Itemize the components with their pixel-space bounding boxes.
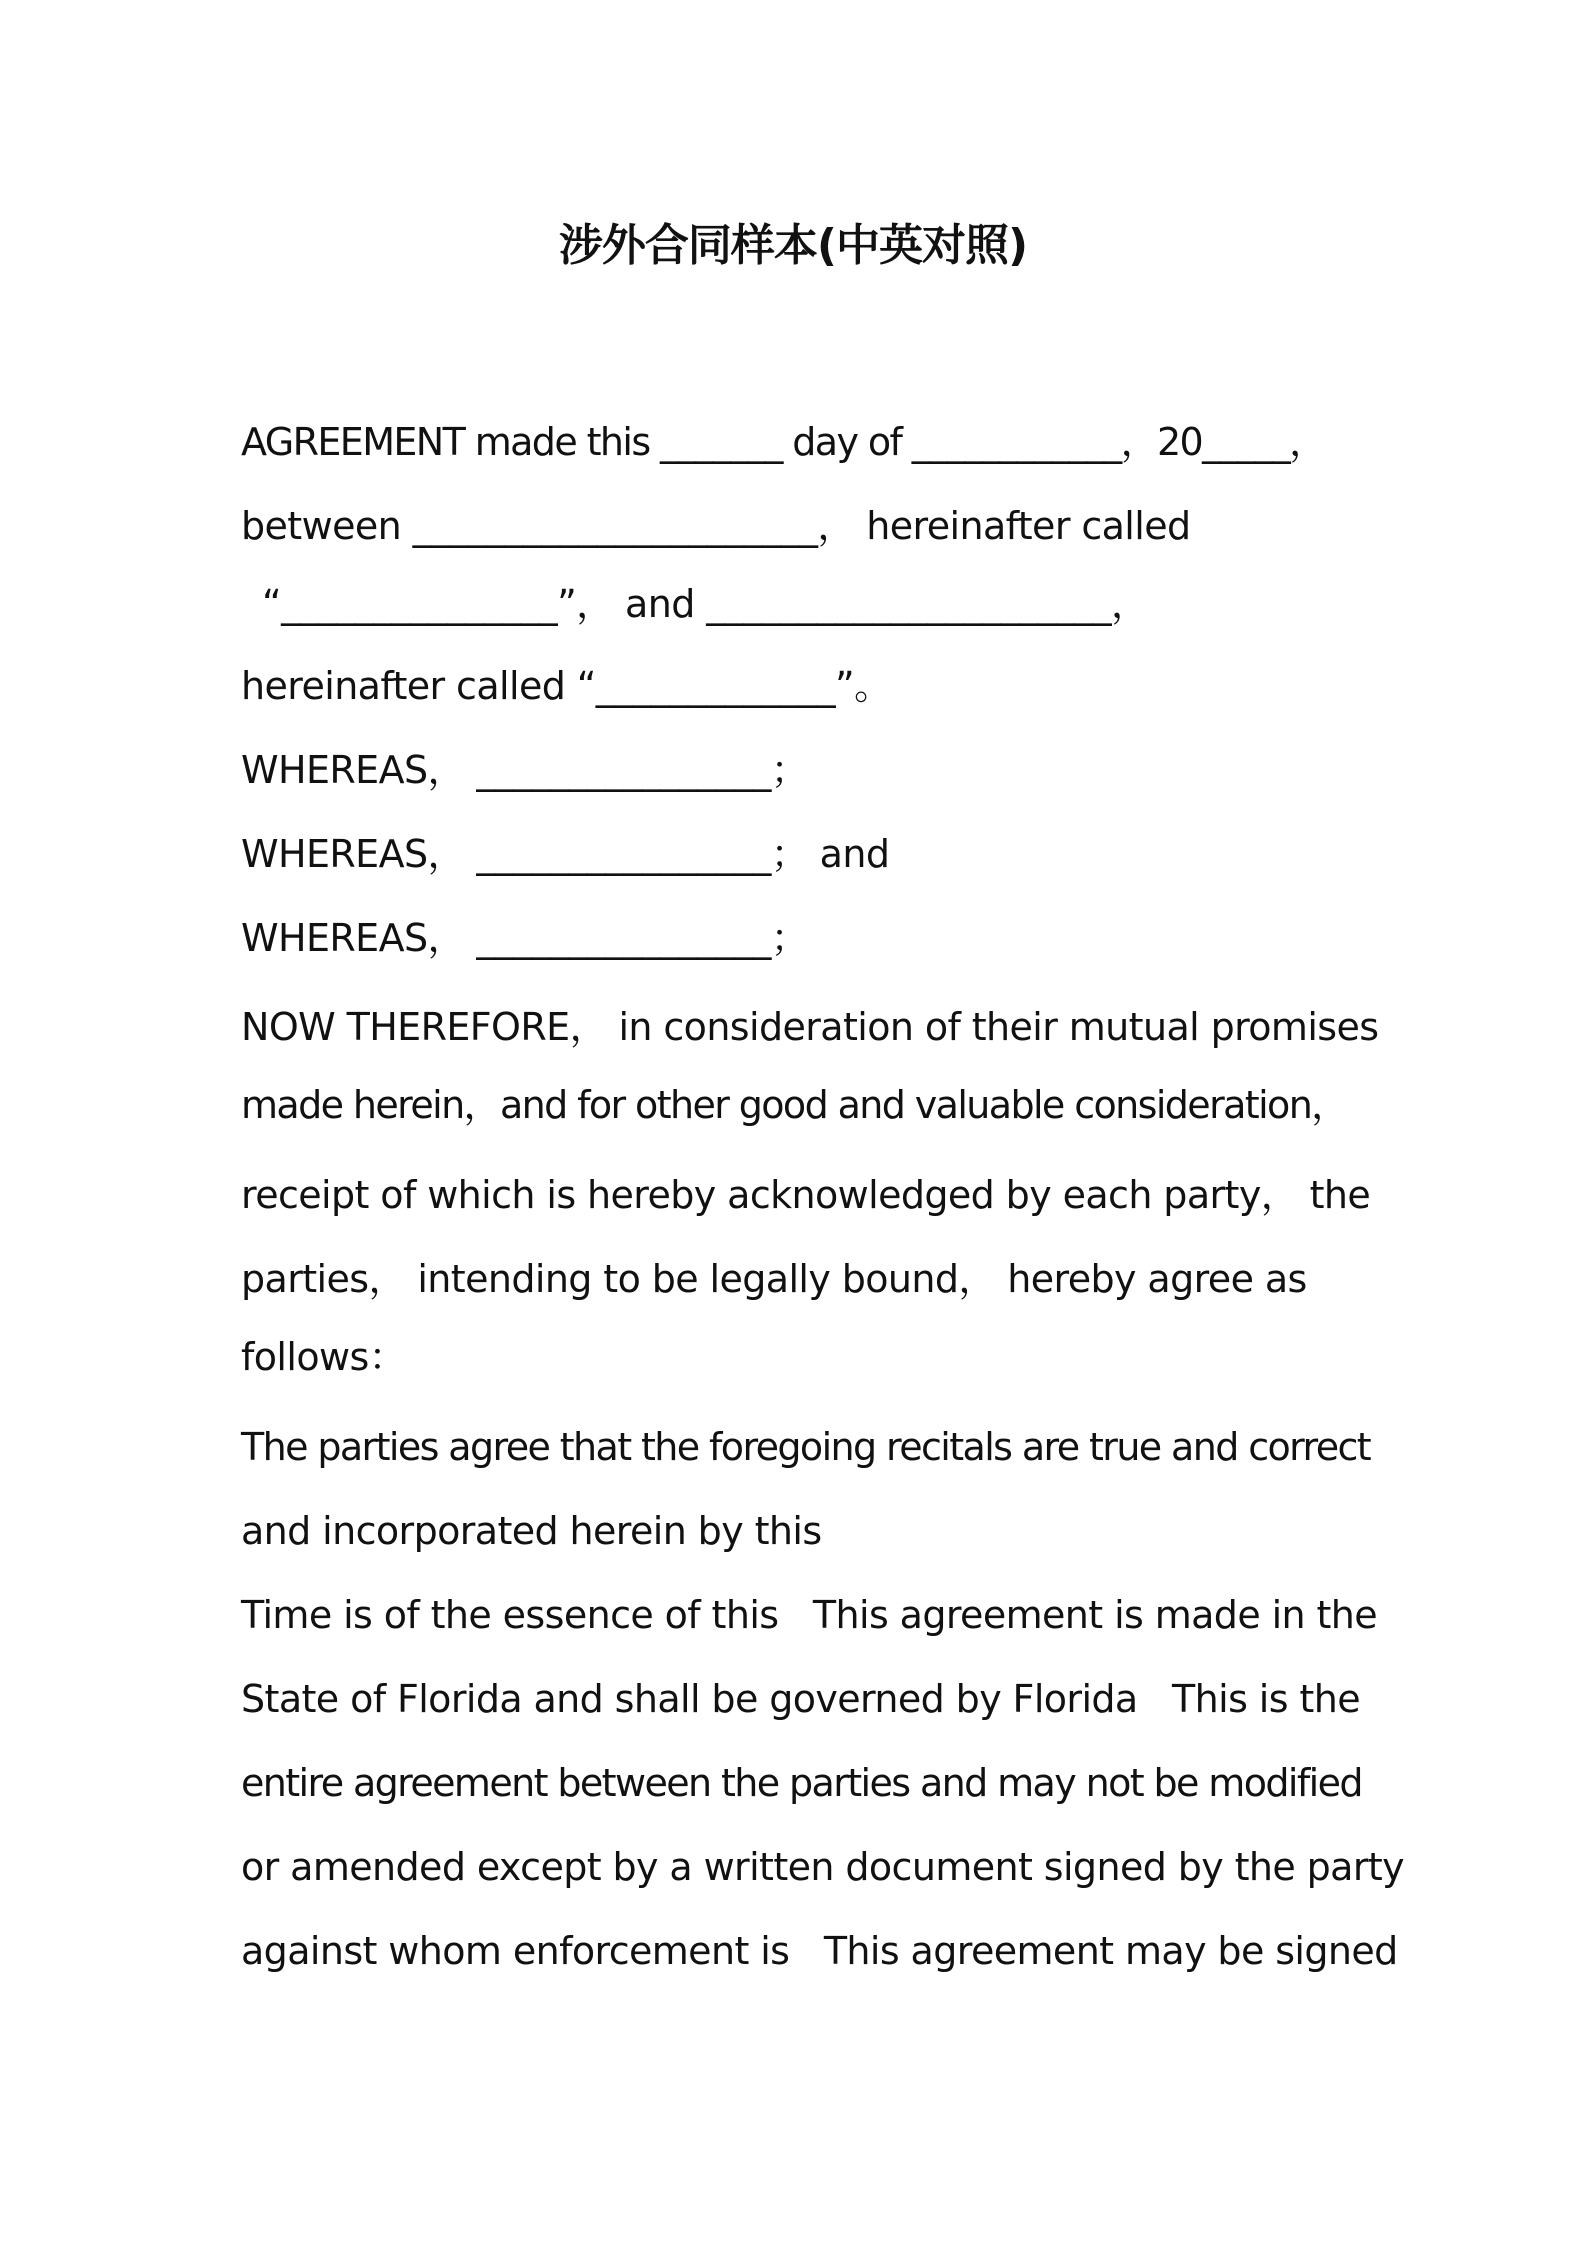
now-therefore-line: NOW THEREFORE， in consideration of their mutual promises [241,1005,1379,1049]
document-title: 涉外合同样本(中英对照) [558,220,1028,271]
recitals-line: The parties agree that the foregoing recitals are true and correct [241,1425,1371,1469]
incorporated-line: and incorporated herein by this [241,1509,822,1553]
amended-line: or amended except by a written document signed by the party [241,1845,1405,1889]
whereas-line-1: WHEREAS， ________________； [241,748,809,792]
hereinafter-line: hereinafter called “_____________”。 [241,664,892,708]
consideration-line: made herein，and for other good and valuable consideration， [241,1083,1348,1127]
florida-line: State of Florida and shall be governed by Florida This is the [241,1677,1360,1721]
whereas-line-3: WHEREAS， ________________； [241,916,809,960]
agreement-date-line: AGREEMENT made this _______ day of ____________，20_____， [241,420,1326,464]
follows-line: follows： [241,1335,407,1379]
between-line: between ______________________， hereinafter called [241,504,1191,548]
time-essence-line: Time is of the essence of this This agreement is made in the [241,1593,1378,1637]
receipt-line: receipt of which is hereby acknowledged by each party， the [241,1173,1371,1217]
entire-agreement-line: entire agreement between the parties and may not be modified [241,1761,1362,1805]
parties-bound-line: parties， intending to be legally bound， hereby agree as [241,1257,1307,1301]
enforcement-line: against whom enforcement is This agreement may be signed [241,1929,1398,1973]
whereas-line-2: WHEREAS， ________________； and [241,832,890,876]
party-names-line: “_______________”， and ______________________， [262,582,1149,626]
